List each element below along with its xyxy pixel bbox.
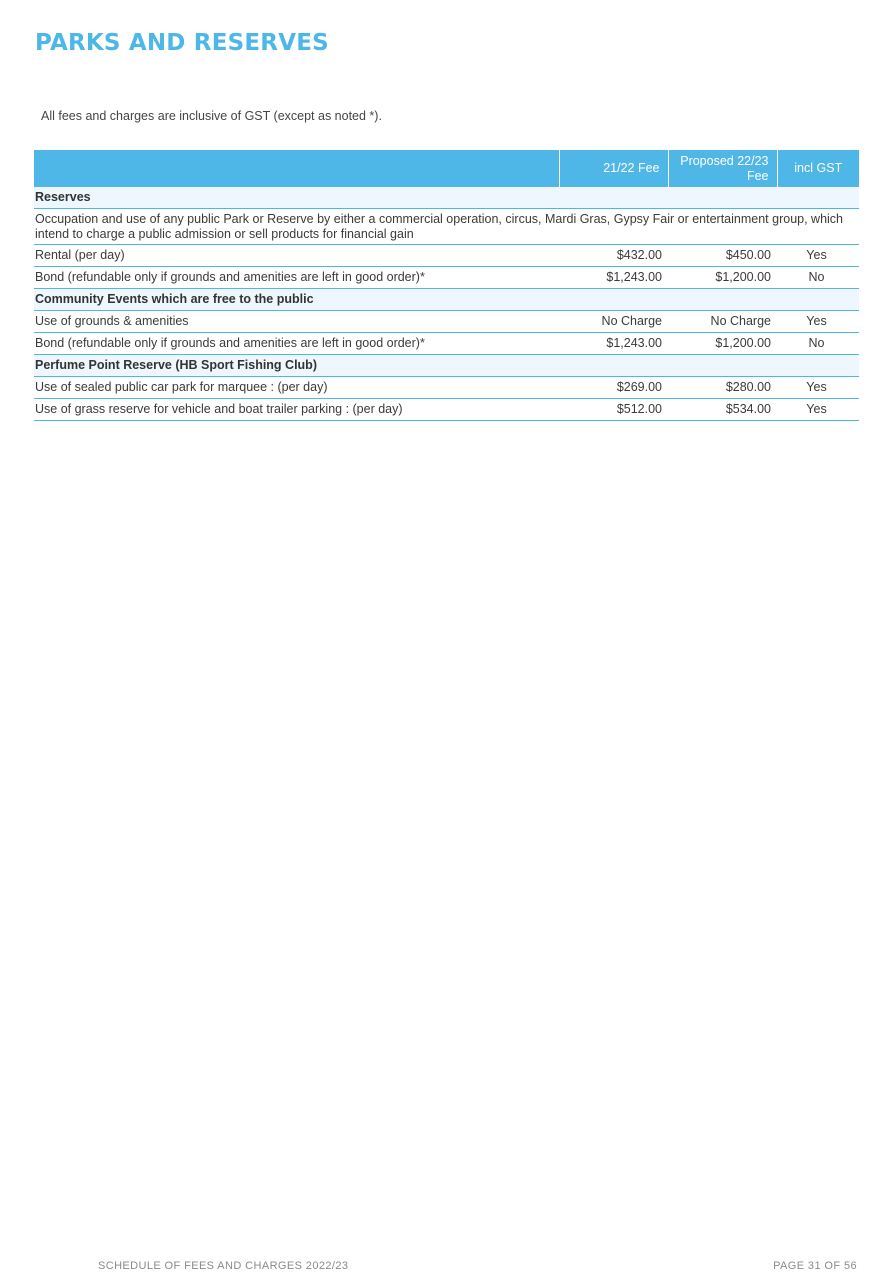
row-fee-2122: $512.00 [559, 399, 668, 421]
row-fee-2122: $1,243.00 [559, 333, 668, 355]
section-row-community-events [34, 289, 859, 311]
header-incl-gst: incl GST [777, 150, 859, 187]
row-proposed-2223: $280.00 [668, 377, 777, 399]
page-title: PARKS AND RESERVES [35, 30, 329, 56]
table-row [34, 377, 859, 399]
gst-note: All fees and charges are inclusive of GST (except as noted *). [41, 109, 382, 123]
row-proposed-2223: No Charge [668, 311, 777, 333]
row-proposed-2223: $1,200.00 [668, 333, 777, 355]
table-row [34, 333, 859, 355]
table-row [34, 267, 859, 289]
footer-page-number: PAGE 31 OF 56 [773, 1260, 857, 1272]
table-row [34, 399, 859, 421]
row-label: Bond (refundable only if grounds and amenities are left in good order)* [34, 333, 559, 355]
section-label: Reserves [34, 187, 859, 209]
row-fee-2122: $1,243.00 [559, 267, 668, 289]
footer-document-title: SCHEDULE OF FEES AND CHARGES 2022/23 [98, 1260, 349, 1272]
table-row [34, 311, 859, 333]
fees-table [34, 150, 859, 421]
row-fee-2122: $269.00 [559, 377, 668, 399]
row-incl-gst: Yes [777, 311, 859, 333]
row-fee-2122: $432.00 [559, 245, 668, 267]
table-row [34, 245, 859, 267]
section-label: Community Events which are free to the public [34, 289, 859, 311]
row-proposed-2223: $534.00 [668, 399, 777, 421]
row-label: Use of grass reserve for vehicle and boat trailer parking : (per day) [34, 399, 559, 421]
header-description [34, 150, 559, 187]
header-fee-2122: 21/22 Fee [559, 150, 668, 187]
header-proposed-2223: Proposed 22/23 Fee [668, 150, 777, 187]
row-proposed-2223: $450.00 [668, 245, 777, 267]
row-proposed-2223: $1,200.00 [668, 267, 777, 289]
row-label: Rental (per day) [34, 245, 559, 267]
row-label: Use of sealed public car park for marquee : (per day) [34, 377, 559, 399]
section-row-reserves [34, 187, 859, 209]
row-label: Use of grounds & amenities [34, 311, 559, 333]
description-text: Occupation and use of any public Park or Reserve by either a commercial operation, circus, Mardi Gras, Gypsy Fair or entertainment group, which intend to charge a public admission or sell products for financial gain [34, 209, 859, 245]
row-incl-gst: Yes [777, 399, 859, 421]
row-incl-gst: No [777, 267, 859, 289]
row-incl-gst: No [777, 333, 859, 355]
section-row-perfume-point [34, 355, 859, 377]
row-fee-2122: No Charge [559, 311, 668, 333]
section-label: Perfume Point Reserve (HB Sport Fishing Club) [34, 355, 859, 377]
fees-table-header [34, 150, 859, 187]
row-label: Bond (refundable only if grounds and amenities are left in good order)* [34, 267, 559, 289]
description-row [34, 209, 859, 245]
row-incl-gst: Yes [777, 245, 859, 267]
row-incl-gst: Yes [777, 377, 859, 399]
